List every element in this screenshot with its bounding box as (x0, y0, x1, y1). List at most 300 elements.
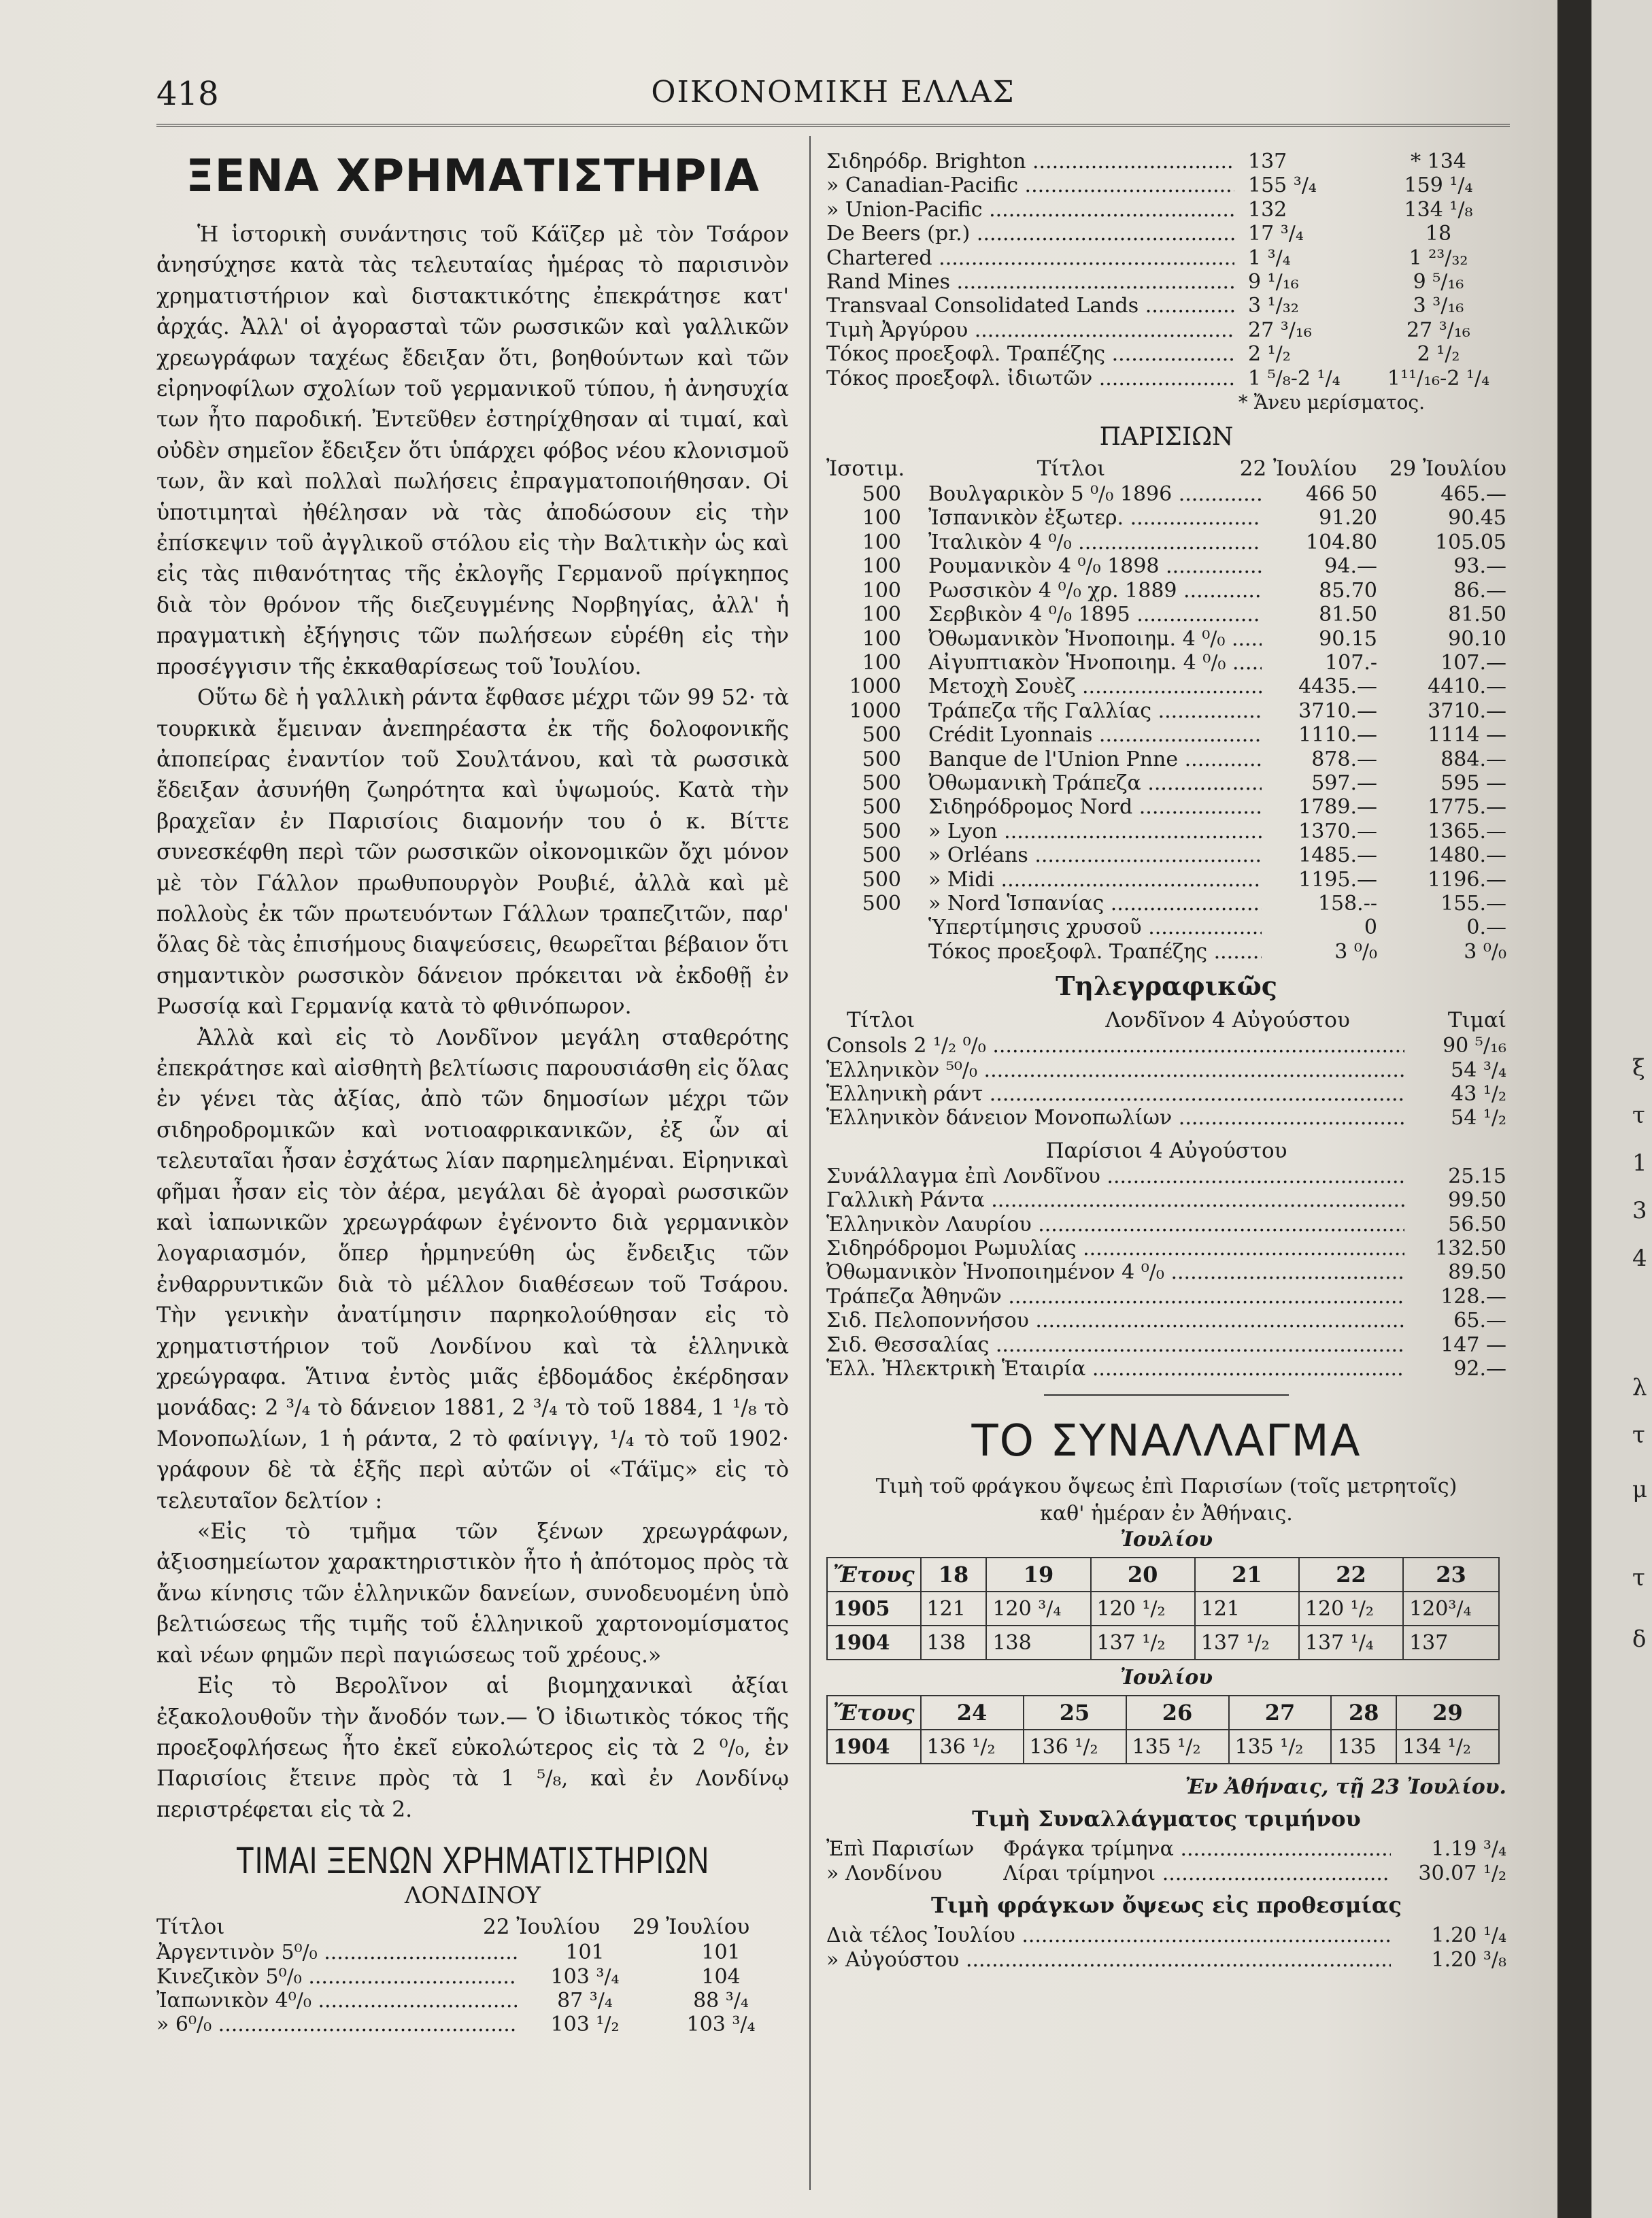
price: 132.50 (1435, 1237, 1506, 1261)
price-29-july: 1480.— (1428, 843, 1506, 868)
facing-page-letter: 4 (1632, 1245, 1647, 1272)
facing-page-letter: 3 (1632, 1197, 1647, 1224)
term-name: Διὰ τέλος Ἰουλίου ..... (826, 1923, 1391, 1947)
price-29-july: 884.— (1440, 747, 1506, 771)
security-name: Συνάλλαγμα ἐπὶ Λονδῖνου ..... (826, 1164, 1404, 1188)
running-title: ΟΙΚΟΝΟΜΙΚΗ ΕΛΛΑΣ (651, 75, 1015, 110)
price-22-july: 90.15 (1319, 626, 1377, 651)
table-row (826, 940, 1506, 964)
security-name: Ὀθωμανικὸν Ἡνοποιημ. 4 ⁰/₀ ..... (928, 627, 1262, 651)
page-number: 418 (156, 75, 219, 113)
table-row (826, 915, 1506, 939)
price-22-july: 87 ³/₄ (557, 1988, 613, 2013)
table-row (826, 1082, 1506, 1106)
table-row (827, 1626, 1499, 1660)
security-name: » Canadian-Pacific ..... (826, 173, 1234, 197)
col-title: Τίτλοι (1036, 456, 1106, 482)
table-row (826, 1034, 1506, 1058)
paragraph: Ἡ ἱστορικὴ συνάντησις τοῦ Κάϊζερ μὲ τὸν Τσάρον ἀνησύχησε κατὰ τὰς τελευταίας ἡμέρας τὸ παρισινὸν χρηματιστήριον καὶ διστακτικότης ἐπεκράτησε κατ' ἀρχάς. Ἀλλ' οἱ ἀγορασταὶ τῶν ρωσσικῶν καὶ γαλλικῶν χρεωγράφων ταχέως ἔδειξαν ὅτι, βοηθούντων καὶ τῶν εἰρηνοφίλων σχολίων τοῦ γερμανικοῦ τύπου, ἡ ἀνησυχία των ἦτο παροδική. Ἐντεῦθεν ἐστηρίχθησαν αἱ τιμαί, καὶ οὐδὲν σημεῖον ἔδειξεν ὅτι ὑπάρχει φόβος νέου κλονισμοῦ των, ἂν καὶ πολλαὶ πωλήσεις ἐπραγματοποιήθησαν. Οἱ ὑποτιμηταὶ ἠθέλησαν νὰ τὰς ἀποδώσουν εἰς τὴν ἐπίσκεψιν τοῦ ἀγγλικοῦ στόλου εἰς τὴν Βαλτικὴν ὡς καὶ εἰς τὰς πιθανότητας τῆς ἐκλογῆς Γερμανοῦ πρίγκηπος διὰ τὸν θρόνον τῆς διεζευγμένης Νορβηγίας, ἀλλ' ἡ πραγματικὴ ἐξήγησις τῶν πωλήσεων εὑρέθη εἰς τὴν προσέγγισιν τῆς ἐκκαθαρίσεως τοῦ Ἰουλίου. (156, 222, 789, 679)
london-table-header (156, 1913, 789, 1940)
table-row (826, 342, 1506, 366)
price-29-july: 88 ³/₄ (693, 1988, 749, 2013)
price-22-july: 1789.— (1298, 795, 1377, 820)
rate-cell: 138 (986, 1626, 1090, 1660)
table-row (826, 868, 1506, 892)
rate-value: 1.20 ¹/₄ (1431, 1923, 1506, 1948)
par-value: 500 (862, 819, 901, 843)
security-name: Chartered ..... (826, 246, 1234, 270)
price: 54 ¹/₂ (1451, 1106, 1506, 1130)
table-row (826, 771, 1506, 795)
term-table (826, 1923, 1506, 1972)
rate-cell: 138 (921, 1626, 987, 1660)
security-name: Τόκος προεξοφλ. Τραπέζης ..... (826, 342, 1234, 366)
security-name: Ρωσσικὸν 4 ⁰/₀ χρ. 1889 ..... (928, 579, 1262, 603)
price: 65.— (1453, 1309, 1506, 1333)
exchange-table-1 (826, 1557, 1500, 1660)
price-29-july: 4410.— (1428, 675, 1506, 699)
security-name: Ὀθωμανικὸν Ἡνοποιημένον 4 ⁰/₀ ..... (826, 1260, 1404, 1284)
par-value: 100 (862, 530, 901, 554)
par-value: 1000 (849, 699, 901, 723)
year-cell: 1904 (827, 1626, 921, 1660)
par-value: 100 (862, 506, 901, 531)
table-row (827, 1730, 1499, 1764)
price-22-july: 0 (1364, 915, 1377, 940)
par-value: 500 (862, 867, 901, 892)
security-name: Ἑλληνικὸν δάνειον Μονοπωλίων ..... (826, 1106, 1404, 1130)
table-row (826, 482, 1506, 506)
three-month-title: Τιμὴ Συναλλάγματος τριμήνου (972, 1806, 1361, 1832)
table-row (826, 1923, 1506, 1947)
par-value: 100 (862, 626, 901, 651)
term-title: Τιμὴ φράγκων ὄψεως εἰς προθεσμίας (931, 1892, 1402, 1919)
price-22-july: 103 ¹/₂ (550, 2013, 620, 2037)
table-row (826, 173, 1506, 197)
security-name: » 6⁰/₀ ..... (156, 2013, 517, 2036)
table-row (156, 1965, 789, 1989)
col-date-2: 29 Ἰουλίου (1389, 456, 1506, 482)
security-name: Τιμὴ Ἀργύρου ..... (826, 318, 1234, 342)
security-name: Ὀθωμανικὴ Τράπεζα ..... (928, 771, 1262, 795)
table-row (826, 651, 1506, 675)
security-name: Crédit Lyonnais ..... (928, 723, 1262, 747)
table-row (826, 531, 1506, 554)
table-row (826, 318, 1506, 342)
table-row (827, 1592, 1499, 1626)
price-22-july: 104.80 (1306, 530, 1377, 554)
term-name: » Αὐγούστου ..... (826, 1948, 1391, 1972)
table-row (826, 367, 1506, 390)
price-29-july: 1114 — (1428, 723, 1506, 747)
price-22-july: 91.20 (1319, 506, 1377, 531)
month-label: Ἰουλίου (1119, 1528, 1213, 1552)
exchange-table-2 (826, 1695, 1500, 1764)
security-name: Ἑλληνικὸν Λαυρίου ..... (826, 1213, 1404, 1237)
price-22-july: 85.70 (1319, 578, 1377, 603)
year-label: Ἔτους (827, 1558, 921, 1592)
table-row (156, 2013, 789, 2036)
price-22-july: 1 ³/₄ (1248, 246, 1291, 270)
rate-value: 30.07 ¹/₂ (1418, 1861, 1506, 1885)
security-name: Ἑλληνικὸν ⁵⁰/₀ ..... (826, 1058, 1404, 1082)
security-name: Τόκος προεξοφλ. ἰδιωτῶν ..... (826, 367, 1234, 390)
exchange-title: ΤΟ ΣΥΝΑΛΛΑΓΜΑ (971, 1416, 1362, 1467)
security-name: Σιδηρόδρ. Brighton ..... (826, 150, 1234, 173)
day-header: 24 (921, 1696, 1024, 1730)
article-body (156, 220, 789, 1826)
header-rule (156, 124, 1510, 127)
rate-cell: 120 ¹/₂ (1299, 1592, 1403, 1626)
rate-cell: 120³/₄ (1403, 1592, 1499, 1626)
table-row (826, 603, 1506, 626)
par-value: 500 (862, 482, 901, 507)
price: 147 — (1440, 1332, 1506, 1357)
price-29-july: 104 (701, 1964, 741, 1989)
table-row (826, 1164, 1506, 1188)
security-name: Κινεζικὸν 5⁰/₀ ..... (156, 1965, 517, 1989)
price-29-july: 465.— (1440, 482, 1506, 507)
table-header-row (827, 1696, 1499, 1730)
facing-page-letter: 1 (1632, 1149, 1647, 1177)
security-name: Γαλλικὴ Ράντα ..... (826, 1188, 1404, 1212)
rate-cell: 137 ¹/₂ (1195, 1626, 1299, 1660)
price-22-july: 158.-- (1317, 891, 1377, 915)
price-29-july: 105.05 (1435, 530, 1506, 554)
quote-paragraph: «Εἰς τὸ τμῆμα τῶν ξένων χρεωγράφων, ἀξιοσημείωτον χαρακτηριστικὸν ἦτο ἡ ἀπότομος πρὸς τὰ ἄνω κίνησις τῶν ἑλληνικῶν δανείων, συνοδευομένη ὑπὸ βελτιώσεως τῆς τιμῆς τοῦ ἑλληνικοῦ χαρτονομίσματος καὶ νέων φημῶν περὶ παγιώσεως τοῦ χρέους.» (156, 1519, 789, 1668)
security-name: De Beers (pr.) ..... (826, 222, 1234, 246)
security-name: » Nord Ἱσπανίας ..... (928, 892, 1262, 915)
price-22-july: 27 ³/₁₆ (1248, 318, 1312, 342)
london-table-continued (826, 150, 1506, 390)
facing-page-letter: τ (1632, 1564, 1645, 1592)
price-29-july: 1196.— (1428, 867, 1506, 892)
price: 43 ¹/₂ (1451, 1082, 1506, 1106)
col-title: Τίτλοι (847, 1008, 915, 1033)
exchange-subtitle-2: καθ' ἡμέραν ἐν Ἀθήναις. (1040, 1502, 1293, 1526)
security-name: Τόκος προεξοφλ. Τραπέζης ..... (928, 940, 1262, 964)
price-22-july: 137 (1248, 150, 1287, 173)
table-row (826, 294, 1506, 318)
price-22-july: 132 (1248, 197, 1287, 222)
table-row (826, 1213, 1506, 1237)
rate-cell: 135 ¹/₂ (1126, 1730, 1229, 1764)
day-header: 21 (1195, 1558, 1299, 1592)
security-name: » Union-Pacific ..... (826, 198, 1234, 222)
paris-table (826, 482, 1506, 964)
year-label: Ἔτους (827, 1696, 921, 1730)
rate-cell: 134 ¹/₂ (1396, 1730, 1499, 1764)
price-22-july: 466 50 (1306, 482, 1377, 507)
table-row (826, 1106, 1506, 1130)
price: 128.— (1440, 1284, 1506, 1309)
price: 99.50 (1448, 1188, 1506, 1213)
security-name: Consols 2 ¹/₂ ⁰/₀ ..... (826, 1034, 1404, 1058)
security-name: Σιδ. Θεσσαλίας ..... (826, 1333, 1404, 1357)
col-date-1: 22 Ἰουλίου (483, 1915, 601, 1940)
price-29-july: 159 ¹/₄ (1404, 173, 1473, 198)
price-29-july: 107.— (1440, 650, 1506, 675)
price-22-july: 1 ⁵/₈-2 ¹/₄ (1248, 366, 1341, 390)
table-row (826, 1237, 1506, 1260)
section-title: ΞΕΝΑ ΧΡΗΜΑΤΙΣΤΗΡΙΑ (185, 150, 760, 202)
right-column (826, 150, 1506, 1972)
par-value (826, 940, 928, 964)
security-name: Αἰγυπτιακὸν Ἡνοποιημ. 4 ⁰/₀ ..... (928, 651, 1262, 675)
price-22-july: 81.50 (1319, 603, 1377, 627)
security-name: Μετοχὴ Σουὲζ ..... (928, 675, 1262, 699)
col-date-1: 22 Ἰουλίου (1239, 456, 1357, 482)
price-29-july: 134 ¹/₈ (1404, 197, 1473, 222)
day-header: 29 (1396, 1696, 1499, 1730)
table-row (826, 246, 1506, 270)
paris-title: ΠΑΡΙΣΙΩΝ (1099, 423, 1234, 452)
col-price: Τιμαί (1447, 1008, 1506, 1033)
price-29-july: 1¹¹/₁₆-2 ¹/₄ (1387, 366, 1490, 390)
price-29-july: 3710.— (1428, 699, 1506, 723)
security-name: Ἀργεντινὸν 5⁰/₀ ..... (156, 1940, 517, 1964)
price-22-july: 1485.— (1298, 843, 1377, 868)
facing-page-letter: δ (1632, 1626, 1647, 1653)
day-header: 27 (1229, 1696, 1332, 1730)
price-22-july: 2 ¹/₂ (1248, 342, 1291, 367)
table-row (826, 1285, 1506, 1309)
price-22-july: 3 ⁰/₀ (1334, 939, 1377, 964)
day-header: 18 (921, 1558, 987, 1592)
table-row (826, 723, 1506, 747)
security-name: » Midi ..... (928, 868, 1262, 892)
price-29-july: 18 (1425, 222, 1452, 246)
table-row (826, 1837, 1506, 1861)
price-22-july: 101 (565, 1940, 605, 1965)
price-22-july: 597.— (1311, 771, 1377, 795)
table-row (826, 820, 1506, 843)
security-name: Transvaal Consolidated Lands ..... (826, 294, 1234, 318)
price-22-july: 1370.— (1298, 819, 1377, 843)
facing-page-letter: τ (1632, 1422, 1645, 1449)
par-value: 500 (862, 771, 901, 795)
paragraph: Ἀλλὰ καὶ εἰς τὸ Λονδῖνον μεγάλη σταθερότης ἐπεκράτησε καὶ αἰσθητὴ βελτίωσις παρουσιάσθη εἰς ὅλας ἐν γένει τὰς ἀξίας, ἀπὸ τῶν δημοσίων μέχρι τῶν σιδηροδρομικῶν καὶ νοτιοαφρικανικῶν, ἐξ ὧν αἱ τελευταῖαι ἦσαν ἐσχάτως λίαν παρημελημέναι. Εἰρηνικαὶ φῆμαι ἦσαν εἰς τὸν ἀέρα, μεγάλαι δὲ ἀγοραὶ ρωσσικῶν καὶ ἰαπωνικῶν χρεωγράφων ἐγένοντο διὰ γερμανικὸν λογαριασμόν, ὅπερ ἡρμηνεύθη ὡς ἔνδειξις τῶν ἐνθαρρυντικῶν διὰ τὸ μέλλον διαθέσεων τοῦ Τσάρου. Τὴν γενικὴν ἀνατίμησιν παρηκολούθησαν εἰς τὸ χρηματιστήριον τοῦ Λονδίνου καὶ τὰ ἑλληνικὰ χρεώγραφα. Ἅτινα ἐντὸς μιᾶς ἑβδομάδος ἐκέρδησαν μονάδας: 2 ³/₄ τὸ δάνειον 1881, 2 ³/₄ τὸ τοῦ 1884, 1 ¹/₈ τὸ Μονοπωλίων, 1 ἡ ράντα, 2 τὸ φαίνιγγ, ¹/₄ τὸ τοῦ 1902· γράφουν δὲ τὰ ἑξῆς περὶ αὐτῶν οἱ «Τάϊμς» εἰς τὸ τελευταῖον δελτίον : (156, 1025, 789, 1513)
price-29-july: 101 (701, 1940, 741, 1965)
day-header: 20 (1091, 1558, 1195, 1592)
month-label: Ἰουλίου (1119, 1666, 1213, 1690)
security-name: Ἰαπωνικὸν 4⁰/₀ ..... (156, 1989, 517, 2013)
rate-cell: 120 ³/₄ (986, 1592, 1090, 1626)
year-cell: 1905 (827, 1592, 921, 1626)
security-name: Banque de l'Union Pnne ..... (928, 747, 1262, 771)
par-value: 100 (862, 578, 901, 603)
rate-cell: 137 (1403, 1626, 1499, 1660)
telegraph-title: Τηλεγραφικῶς (1056, 971, 1277, 1002)
table-row (826, 1862, 1506, 1885)
table-row (826, 795, 1506, 819)
price-29-july: 1775.— (1428, 795, 1506, 820)
day-header: 26 (1126, 1696, 1229, 1730)
col-place: Παρίσιοι 4 Αὐγούστου (1045, 1138, 1287, 1163)
rate-cell: 135 (1331, 1730, 1396, 1764)
rate-value: 1.20 ³/₈ (1431, 1947, 1506, 1972)
price-29-july: 1365.— (1428, 819, 1506, 843)
rate-cell: 135 ¹/₂ (1229, 1730, 1332, 1764)
price: 25.15 (1448, 1164, 1506, 1188)
security-name: » Orléans ..... (928, 843, 1262, 867)
par-value: 500 (862, 723, 901, 747)
price-29-july: 0.— (1466, 915, 1506, 940)
col-par: Ἰσοτιμ. (826, 456, 905, 482)
par-value: 100 (862, 603, 901, 627)
price-22-july: 94.— (1324, 554, 1377, 579)
table-row (826, 1309, 1506, 1332)
price-22-july: 878.— (1311, 747, 1377, 771)
rate-cell: 137 ¹/₄ (1299, 1626, 1403, 1660)
price-29-july: 90.10 (1448, 626, 1506, 651)
table-row (826, 627, 1506, 651)
exchange-subtitle-1: Τιμὴ τοῦ φράγκου ὄψεως ἐπὶ Παρισίων (τοῖς μετρητοῖς) (875, 1475, 1457, 1499)
price-29-july: 27 ³/₁₆ (1406, 318, 1470, 342)
table-row (826, 150, 1506, 173)
col-date-2: 29 Ἰουλίου (633, 1915, 750, 1940)
table-row (826, 892, 1506, 915)
table-row (826, 843, 1506, 867)
day-header: 25 (1024, 1696, 1126, 1730)
telegraph-paris-table (826, 1164, 1506, 1381)
rate-cell: 121 (921, 1592, 987, 1626)
price-22-july: 3710.— (1298, 699, 1377, 723)
rate-cell: 136 ¹/₂ (1024, 1730, 1126, 1764)
security-name: Τράπεζα τῆς Γαλλίας ..... (928, 699, 1262, 723)
telegraph-london-table (826, 1034, 1506, 1130)
price: 89.50 (1448, 1260, 1506, 1285)
prices-title: ΤΙΜΑΙ ΞΕΝΩΝ ΧΡΗΜΑΤΙΣΤΗΡΙΩΝ (236, 1838, 709, 1882)
price: 56.50 (1448, 1212, 1506, 1237)
price-29-july: 3 ³/₁₆ (1413, 294, 1464, 318)
security-name: » Lyon ..... (928, 820, 1262, 843)
table-row (826, 222, 1506, 246)
table-row (826, 1188, 1506, 1212)
table-row (826, 506, 1506, 530)
market-name: Ἐπὶ Παρισίων (826, 1837, 975, 1862)
security-name: Rand Mines ..... (826, 270, 1234, 294)
paris-table-header (826, 455, 1506, 482)
table-row (826, 1333, 1506, 1357)
left-column (156, 136, 789, 2037)
table-row (826, 554, 1506, 578)
security-name: Σιδηρόδρομοι Ρωμυλίας ..... (826, 1237, 1404, 1260)
price-29-july: 595 — (1440, 771, 1506, 795)
price: 90 ⁵/₁₆ (1443, 1034, 1506, 1058)
security-name: Σιδηρόδρομος Nord ..... (928, 795, 1262, 819)
three-month-table (826, 1837, 1506, 1885)
market-name: » Λονδίνου (826, 1861, 943, 1885)
day-header: 19 (986, 1558, 1090, 1592)
table-row (156, 1940, 789, 1964)
rate-cell: 136 ¹/₂ (921, 1730, 1024, 1764)
paragraph: Εἰς τὸ Βερολῖνον αἱ βιομηχανικαὶ ἀξίαι ἐξακολουθοῦν τὴν ἄνοδόν των.— Ὁ ἰδιωτικὸς τόκος τῆς προεξοφλήσεως ἦτο ἐκεῖ εὐκολώτερος εἰς τὰ 2 ⁰/₀, ἐν Παρισίοις ἔτεινε πρὸς τὰ 1 ⁵/₈, καὶ ἐν Λονδίνῳ περιστρέφεται εἰς τὰ 2. (156, 1674, 789, 1822)
col-title: Τίτλοι (156, 1915, 225, 1940)
london-table (156, 1940, 789, 2037)
security-name: Ἑλλ. Ἠλεκτρικὴ Ἑταιρία ..... (826, 1357, 1404, 1381)
page-header (156, 75, 1510, 122)
section-separator (826, 1394, 1506, 1396)
rate-cell: 121 (1195, 1592, 1299, 1626)
par-value (826, 915, 928, 939)
dateline: Ἐν Ἀθήναις, τῇ 23 Ἰουλίου. (1185, 1775, 1506, 1800)
column-rule (809, 136, 811, 2190)
london-label: ΛΟΝΔΙΝΟΥ (404, 1882, 541, 1910)
price-22-july: 4435.— (1298, 675, 1377, 699)
price-22-july: 1110.— (1298, 723, 1377, 747)
footnote: * Ἄνευ μερίσματος. (1238, 391, 1425, 414)
table-header-row (827, 1558, 1499, 1592)
day-header: 28 (1331, 1696, 1396, 1730)
price-22-july: 3 ¹/₃₂ (1248, 294, 1299, 318)
rate-cell: 137 ¹/₂ (1091, 1626, 1195, 1660)
price-22-july: 9 ¹/₁₆ (1248, 270, 1299, 295)
security-name: Ἰταλικὸν 4 ⁰/₀ ..... (928, 531, 1262, 554)
rate-value: 1.19 ³/₄ (1431, 1837, 1506, 1862)
telegraph-london-header (826, 1007, 1506, 1034)
price-22-july: 17 ³/₄ (1248, 222, 1304, 246)
price-22-july: 103 ³/₄ (550, 1964, 620, 1989)
price: 54 ³/₄ (1451, 1058, 1506, 1082)
facing-page-letter: μ (1632, 1476, 1648, 1503)
security-name: Σερβικὸν 4 ⁰/₀ 1895 ..... (928, 603, 1262, 626)
price-29-july: 103 ³/₄ (686, 2013, 756, 2037)
par-value: 1000 (849, 675, 901, 699)
table-row (826, 747, 1506, 771)
par-value: 500 (862, 843, 901, 868)
table-row (826, 270, 1506, 294)
table-row (826, 198, 1506, 222)
price-22-july: 1195.— (1298, 867, 1377, 892)
price-22-july: 155 ³/₄ (1248, 173, 1317, 198)
table-row (826, 1357, 1506, 1381)
security-name: Ρουμανικὸν 4 ⁰/₀ 1898 ..... (928, 554, 1262, 578)
rate-description: Φράγκα τρίμηνα ..... (1003, 1837, 1391, 1861)
day-header: 22 (1299, 1558, 1403, 1592)
security-name: Βουλγαρικὸν 5 ⁰/₀ 1896 ..... (928, 482, 1262, 506)
paragraph: Οὕτω δὲ ἡ γαλλικὴ ράντα ἔφθασε μέχρι τῶν 99 52· τὰ τουρκικὰ ἔμειναν ἀνεπηρέαστα ἐκ τῆς δολοφονικῆς ἀποπείρας ἐναντίον τοῦ Σουλτάνου, καὶ τὰ ρωσσικὰ ἔδειξαν ἀσυνήθη ζωηρότητα καὶ ὑψωμούς. Κατὰ τὴν βραχεῖαν ἐν Παρισίοις διαμονήν του ὁ κ. Βίττε συνεσκέφθη περὶ τῶν ρωσσικῶν οἰκονομικῶν ὄχι μόνον μὲ τὸν Γάλλον πρωθυπουργὸν Ρουβιέ, ἀλλὰ καὶ μὲ πολλοὺς ἐκ τῶν πρωτευόντων Γάλλων τραπεζιτῶν, παρ' ὅλας δὲ τὰς ἐπισήμους διαψεύσεις, θεωρεῖται βέβαιον ὅτι σημαντικὸν ρωσσικὸν δάνειον πρόκειται νὰ ἐκδοθῇ ἐν Ρωσσίᾳ καὶ Γερμανίᾳ κατὰ τὸ φθινόπωρον. (156, 686, 789, 1020)
price-29-july: * 134 (1411, 150, 1466, 173)
table-row (826, 1260, 1506, 1284)
price-29-july: 81.50 (1448, 603, 1506, 627)
table-row (826, 699, 1506, 723)
price-29-july: 9 ⁵/₁₆ (1413, 270, 1464, 295)
price-29-july: 93.— (1453, 554, 1506, 579)
par-value: 500 (862, 891, 901, 915)
table-row (826, 1058, 1506, 1082)
table-row (156, 1989, 789, 2013)
security-name: Ἑλληνικὴ ράντ ..... (826, 1082, 1404, 1106)
table-row (826, 1948, 1506, 1972)
par-value: 500 (862, 747, 901, 771)
facing-page-letter: ξ (1632, 1054, 1645, 1081)
facing-page-letter: λ (1632, 1374, 1647, 1401)
par-value: 500 (862, 795, 901, 820)
par-value: 100 (862, 650, 901, 675)
col-place: Λονδῖνον 4 Αὐγούστου (1105, 1008, 1350, 1033)
table-row (826, 579, 1506, 603)
rate-cell: 120 ¹/₂ (1091, 1592, 1195, 1626)
price-22-july: 107.- (1325, 650, 1377, 675)
price-29-july: 2 ¹/₂ (1417, 342, 1460, 367)
price-29-july: 155.— (1440, 891, 1506, 915)
table-row (826, 675, 1506, 699)
price: 92.— (1453, 1357, 1506, 1381)
security-name: Ὑπερτίμησις χρυσοῦ ..... (928, 915, 1262, 939)
security-name: Τράπεζα Ἀθηνῶν ..... (826, 1285, 1404, 1309)
facing-page-letter: τ (1632, 1102, 1645, 1129)
